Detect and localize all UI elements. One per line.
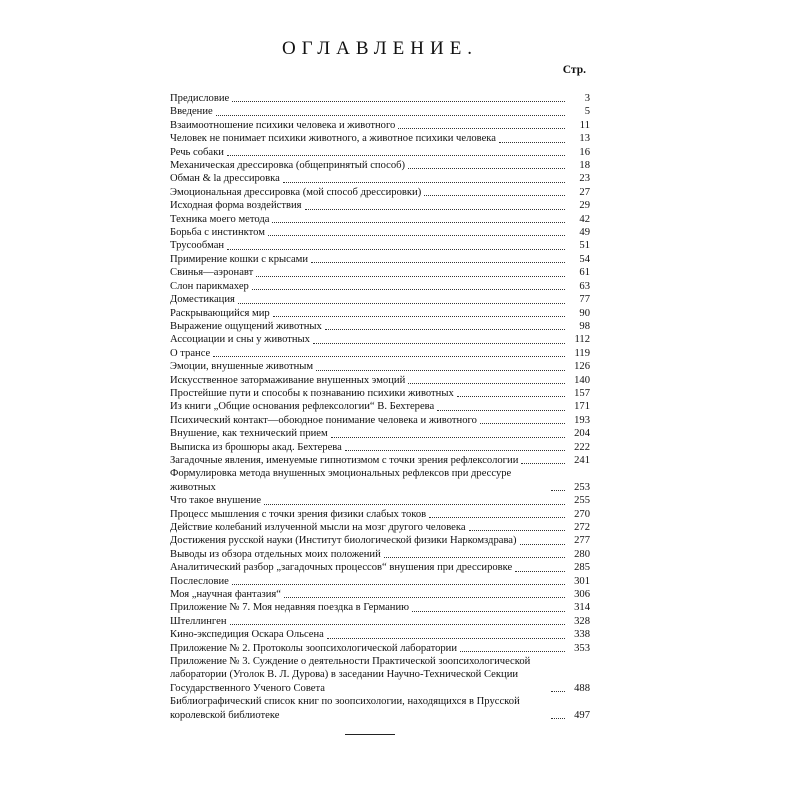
toc-entry: [170, 521, 590, 534]
dot-leader: [252, 289, 565, 290]
dot-leader: [551, 691, 565, 692]
dot-leader: [313, 343, 565, 344]
toc-entry: [170, 467, 590, 494]
toc-entry-title: Аналитический разбор „загадочных процессов“ внушения при дрессировке: [170, 562, 513, 574]
dot-leader: [256, 276, 565, 277]
toc-entry: [170, 199, 590, 212]
toc-entry-title: Моя „научная фантазия“: [170, 589, 281, 601]
toc-entry: [170, 253, 590, 266]
toc-entry: [170, 266, 590, 279]
dot-leader: [316, 370, 565, 371]
toc-entry-title: Борьба с инстинктом: [170, 227, 265, 239]
toc-entry-title: Взаимоотношение психики человека и животного: [170, 119, 396, 131]
dot-leader: [327, 638, 565, 639]
dot-leader: [305, 209, 565, 210]
toc-entry-page: 301: [574, 575, 590, 587]
toc-entry: [170, 374, 590, 387]
toc-entry-page: 16: [579, 146, 590, 158]
toc-entry: [170, 159, 590, 172]
toc-entry-page: 353: [574, 642, 590, 654]
toc-entry-page: 61: [579, 267, 590, 279]
toc-entry-title: Простейшие пути и способы к познаванию психики животных: [170, 387, 454, 399]
toc-entry-title: Что такое внушение: [170, 495, 262, 507]
toc-entry-title: Формулировка метода внушенных эмоциональных рефлексов при дрессуре животных: [170, 468, 512, 493]
toc-entry-page: 241: [574, 454, 590, 466]
toc-entry-page: 171: [574, 401, 590, 413]
toc-entry-page: 193: [574, 414, 590, 426]
dot-leader: [412, 611, 565, 612]
toc-entry-title: Предисловие: [170, 93, 230, 104]
dot-leader: [345, 450, 565, 451]
toc-entry: [170, 601, 590, 614]
toc-entry-page: 140: [574, 374, 590, 386]
toc-entry-title: Речь собаки: [170, 146, 224, 158]
toc-entry-title: Механическая дрессировка (общепринятый способ): [170, 160, 406, 172]
toc-entry: [170, 105, 590, 118]
dot-leader: [521, 463, 565, 464]
toc-entry: [170, 307, 590, 320]
toc-entry-title: Трусообман: [170, 240, 225, 252]
toc-entry-page: 63: [579, 280, 590, 292]
toc-entry-title: Искусственное затормаживание внушенных эмоций: [170, 374, 406, 386]
toc-entry-page: 27: [579, 186, 590, 198]
toc-entry-title: Исходная форма воздействия: [170, 200, 302, 212]
toc-entry: [170, 695, 590, 722]
toc-entry-title: Доместикация: [170, 294, 235, 306]
toc-entry-title: Человек не понимает психики животного, а животное психики человека: [170, 133, 496, 145]
toc-entry-page: 42: [579, 213, 590, 225]
dot-leader: [408, 168, 565, 169]
dot-leader: [480, 423, 565, 424]
toc-entry: [170, 628, 590, 641]
dot-leader: [515, 571, 565, 572]
toc-entry-page: 51: [579, 240, 590, 252]
toc-entry: [170, 588, 590, 601]
toc-entry-page: 272: [574, 522, 590, 533]
toc-entry-page: 3: [584, 93, 590, 104]
dot-leader: [398, 128, 565, 129]
toc-entry-page: 11: [579, 119, 590, 131]
toc-list: [170, 92, 590, 722]
toc-entry-title: Психический контакт—обоюдное понимание человека и животного: [170, 414, 477, 426]
toc-entry-title: Техника моего метода: [170, 213, 270, 225]
toc-entry-page: 255: [574, 495, 590, 507]
toc-entry-page: 98: [579, 320, 590, 332]
toc-entry-page: 77: [579, 294, 590, 306]
toc-entry: [170, 360, 590, 373]
toc-entry-page: 280: [574, 548, 590, 560]
toc-entry: [170, 239, 590, 252]
toc-entry-title: Обман & la дрессировка: [170, 173, 280, 185]
toc-entry: [170, 575, 590, 588]
toc-entry-page: 119: [574, 347, 590, 359]
toc-entry: [170, 615, 590, 628]
toc-entry: [170, 213, 590, 226]
toc-entry-page: 328: [574, 615, 590, 627]
dot-leader: [457, 396, 565, 397]
toc-entry: [170, 494, 590, 507]
toc-entry-title: Достижения русской науки (Институт биологической физики Наркомздрава): [170, 535, 517, 547]
toc-entry-page: 49: [579, 227, 590, 239]
dot-leader: [284, 597, 565, 598]
toc-entry: [170, 293, 590, 306]
dot-leader: [272, 222, 565, 223]
toc-entry-title: Свинья—аэронавт: [170, 267, 254, 279]
page-title: ОГЛАВЛЕНИЕ.: [281, 38, 479, 59]
toc-entry-page: 488: [574, 682, 590, 694]
dot-leader: [216, 115, 565, 116]
dot-leader: [232, 584, 565, 585]
dot-leader: [551, 718, 565, 719]
closing-rule: [345, 734, 395, 735]
toc-entry: [170, 534, 590, 547]
toc-entry-title: Из книги „Общие основания рефлексологии“ В. Бехтерева: [170, 401, 435, 413]
toc-entry-page: 5: [584, 106, 590, 118]
toc-entry-title: Раскрывающийся мир: [170, 307, 270, 319]
dot-leader: [273, 316, 565, 317]
toc-entry: [170, 333, 590, 346]
toc-entry: [170, 347, 590, 360]
toc-entry-title: Библиографический список книг по зоопсихологии, находящихся в Прусской королевской библиотеке: [170, 696, 520, 721]
toc-entry: [170, 441, 590, 454]
dot-leader: [429, 517, 565, 518]
toc-entry-page: 13: [579, 133, 590, 145]
toc-entry-title: Послесловие: [170, 575, 229, 587]
toc-entry-page: 54: [579, 253, 590, 265]
dot-leader: [268, 235, 565, 236]
dot-leader: [213, 356, 565, 357]
toc-entry: [170, 119, 590, 132]
toc-entry: [170, 172, 590, 185]
dot-leader: [283, 182, 565, 183]
toc-entry-title: Выражение ощущений животных: [170, 320, 322, 332]
toc-entry: [170, 561, 590, 574]
toc-entry-title: Ассоциации и сны у животных: [170, 334, 310, 346]
toc-entry-page: 277: [574, 535, 590, 547]
dot-leader: [499, 142, 565, 143]
toc-entry: [170, 92, 590, 105]
toc-entry: [170, 186, 590, 199]
dot-leader: [520, 544, 565, 545]
toc-entry-title: Эмоциональная дрессировка (мой способ дрессировки): [170, 186, 422, 198]
toc-entry-title: Внушение, как технический прием: [170, 428, 328, 440]
toc-entry-page: 23: [579, 173, 590, 185]
toc-entry-title: Приложение № 7. Моя недавняя поездка в Германию: [170, 602, 410, 614]
toc-entry-page: 306: [574, 589, 590, 601]
dot-leader: [424, 195, 565, 196]
toc-entry-title: Слон парикмахер: [170, 280, 249, 292]
toc-entry: [170, 320, 590, 333]
dot-leader: [232, 101, 565, 102]
dot-leader: [460, 651, 565, 652]
toc-entry-page: 314: [574, 602, 590, 614]
dot-leader: [311, 262, 565, 263]
toc-entry-title: Выписка из брошюры акад. Бехтерева: [170, 441, 342, 453]
toc-entry: [170, 387, 590, 400]
toc-entry-title: Приложение № 2. Протоколы зоопсихологической лаборатории: [170, 642, 458, 654]
toc-entry: [170, 414, 590, 427]
toc-entry-page: 204: [574, 428, 590, 440]
toc-entry-title: Загадочные явления, именуемые гипнотизмом с точки зрения рефлексологии: [170, 454, 519, 466]
toc-entry-title: Кино-экспедиция Оскара Ольсена: [170, 629, 324, 641]
toc-entry-page: 126: [574, 361, 590, 373]
toc-entry: [170, 146, 590, 159]
toc-entry-title: Выводы из обзора отдельных моих положений: [170, 548, 381, 560]
dot-leader: [325, 329, 565, 330]
toc-entry-title: Введение: [170, 106, 213, 118]
toc-entry: [170, 655, 590, 695]
toc-entry: [170, 427, 590, 440]
toc-entry: [170, 132, 590, 145]
page-column-label: Стр.: [562, 64, 586, 76]
toc-entry-title: О трансе: [170, 347, 211, 359]
toc-entry-page: 157: [574, 387, 590, 399]
dot-leader: [227, 249, 565, 250]
toc-entry-page: 338: [574, 629, 590, 641]
dot-leader: [238, 303, 565, 304]
dot-leader: [331, 437, 565, 438]
toc-entry-title: Штеллинген: [170, 615, 227, 627]
toc-entry-page: 18: [579, 160, 590, 172]
toc-entry: [170, 454, 590, 467]
toc-entry: [170, 642, 590, 655]
dot-leader: [227, 155, 565, 156]
toc-entry-title: Действие колебаний излученной мысли на мозг другого человека: [170, 522, 466, 533]
toc-entry-page: 497: [574, 709, 590, 721]
dot-leader: [437, 410, 565, 411]
dot-leader: [551, 490, 565, 491]
dot-leader: [408, 383, 565, 384]
toc-entry: [170, 280, 590, 293]
dot-leader: [469, 530, 565, 531]
toc-entry-page: 270: [574, 508, 590, 520]
toc-page: [170, 30, 590, 735]
toc-entry-title: Процесс мышления с точки зрения физики слабых токов: [170, 508, 427, 520]
toc-entry-page: 222: [574, 441, 590, 453]
toc-entry: [170, 226, 590, 239]
dot-leader: [384, 557, 565, 558]
toc-entry: [170, 400, 590, 413]
dot-leader: [264, 504, 565, 505]
toc-entry-page: 253: [574, 481, 590, 493]
toc-entry-title: Приложение № 3. Суждение о деятельности Практической зоопсихологической лаборатории (Уголок В. Л. Дурова) в заседании Научно-Технической Секции Государственного Ученого Совета: [170, 656, 531, 694]
toc-entry-title: Примирение кошки с крысами: [170, 253, 309, 265]
toc-entry: [170, 508, 590, 521]
toc-entry-page: 112: [574, 334, 590, 346]
toc-entry-page: 285: [574, 562, 590, 574]
toc-entry-page: 90: [579, 307, 590, 319]
toc-entry-title: Эмоции, внушенные животным: [170, 361, 314, 373]
toc-entry-page: 29: [579, 200, 590, 212]
dot-leader: [230, 624, 565, 625]
toc-entry: [170, 548, 590, 561]
